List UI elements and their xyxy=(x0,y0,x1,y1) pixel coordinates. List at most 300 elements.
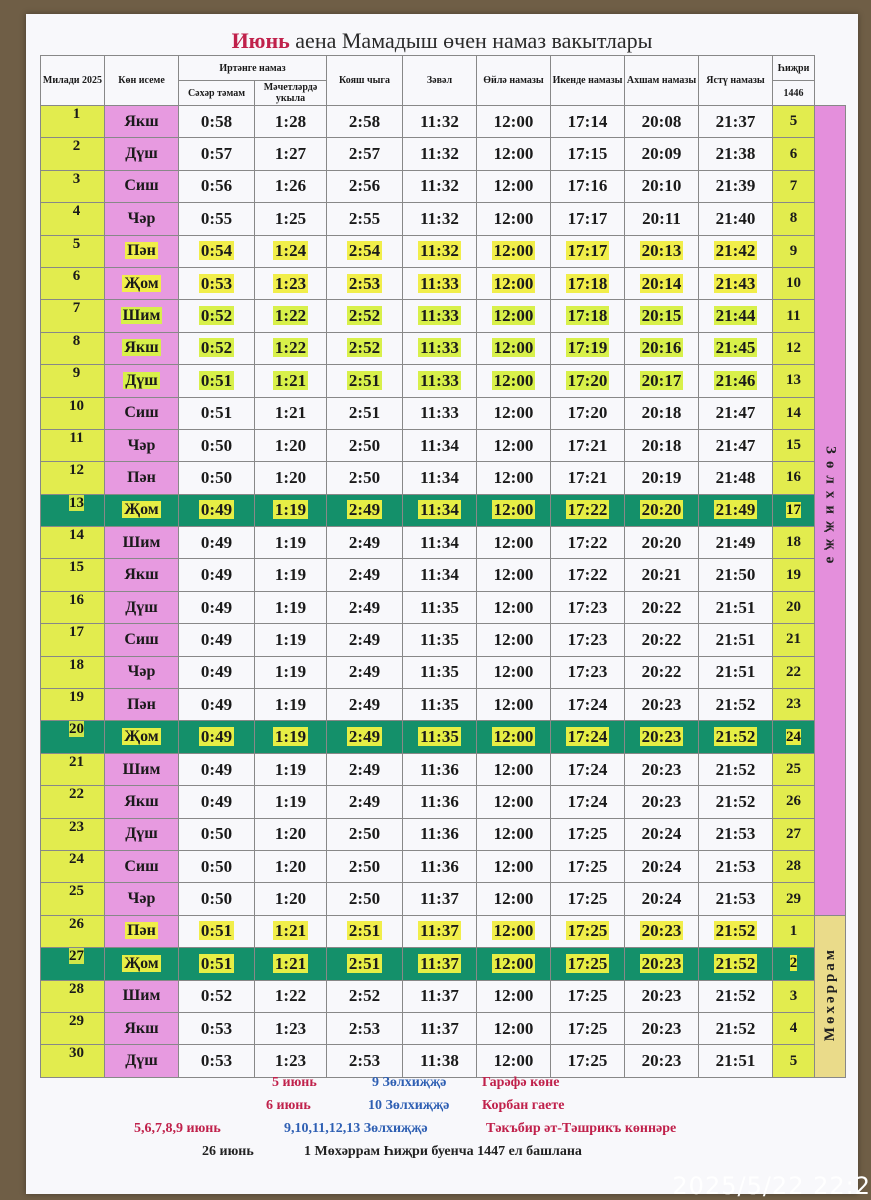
isha-time-cell xyxy=(699,656,773,688)
asr-time-cell xyxy=(551,397,625,429)
dhuhr-time-cell xyxy=(477,721,551,753)
sunrise-time-cell xyxy=(327,721,403,753)
maghrib-time: 20:18 xyxy=(641,403,682,423)
weekday-name: Якш xyxy=(124,339,159,357)
zawal-time: 11:33 xyxy=(420,306,459,326)
maghrib-time: 20:16 xyxy=(641,338,682,358)
hijri-day: 12 xyxy=(786,339,801,356)
gregorian-day: 8 xyxy=(72,332,81,349)
isha-time-cell xyxy=(699,1045,773,1077)
table-row xyxy=(41,689,846,721)
isha-time: 21:47 xyxy=(715,403,756,423)
hijri-day: 19 xyxy=(786,566,801,583)
mosque-time-cell xyxy=(255,980,327,1012)
gregorian-day: 19 xyxy=(69,689,84,706)
mosque-time: 1:19 xyxy=(274,597,307,617)
sunrise-time-cell xyxy=(327,170,403,202)
suhoor-time-cell xyxy=(179,332,255,364)
isha-time-cell xyxy=(699,559,773,591)
isha-time: 21:43 xyxy=(715,273,756,293)
weekday-cell xyxy=(105,948,179,980)
hijri-day-cell xyxy=(773,980,815,1012)
mosque-time: 1:19 xyxy=(274,694,307,714)
zawal-time: 11:34 xyxy=(420,500,459,520)
header-hijri: Һиҗри xyxy=(773,56,815,81)
hijri-day: 29 xyxy=(786,890,801,907)
header-spacer xyxy=(815,56,846,106)
sunrise-time-cell xyxy=(327,559,403,591)
header-asr: Икенде намазы xyxy=(551,56,625,106)
note3-date: 5,6,7,8,9 июнь xyxy=(134,1121,221,1136)
zawal-time-cell xyxy=(403,948,477,980)
gregorian-day: 21 xyxy=(69,753,84,770)
hijri-day: 23 xyxy=(786,696,801,713)
zawal-time-cell xyxy=(403,397,477,429)
mosque-time: 1:22 xyxy=(274,306,307,326)
table-row xyxy=(41,656,846,688)
asr-time: 17:20 xyxy=(567,370,608,390)
zawal-time: 11:33 xyxy=(420,273,459,293)
dhuhr-time: 12:00 xyxy=(493,467,534,487)
gregorian-day: 24 xyxy=(69,850,84,867)
asr-time: 17:19 xyxy=(567,338,608,358)
sunrise-time-cell xyxy=(327,915,403,947)
gregorian-day: 7 xyxy=(72,300,81,317)
mosque-time: 1:19 xyxy=(274,791,307,811)
weekday-cell xyxy=(105,883,179,915)
asr-time: 17:23 xyxy=(567,629,608,649)
sunrise-time: 2:49 xyxy=(348,791,381,811)
weekday-name: Җом xyxy=(124,728,159,746)
sunrise-time-cell xyxy=(327,267,403,299)
hijri-month-muharram-label: Мөхәррам xyxy=(821,946,838,1041)
maghrib-time: 20:23 xyxy=(641,791,682,811)
asr-time-cell xyxy=(551,818,625,850)
gregorian-day-cell xyxy=(41,624,105,656)
dhuhr-time: 12:00 xyxy=(493,986,534,1006)
suhoor-time-cell xyxy=(179,559,255,591)
asr-time: 17:17 xyxy=(567,241,608,261)
sunrise-time: 2:52 xyxy=(348,338,381,358)
gregorian-day: 23 xyxy=(69,818,84,835)
hijri-day-cell xyxy=(773,753,815,785)
sunrise-time-cell xyxy=(327,689,403,721)
asr-time: 17:14 xyxy=(567,111,608,131)
suhoor-time: 0:49 xyxy=(200,727,233,747)
gregorian-day-cell xyxy=(41,721,105,753)
mosque-time: 1:19 xyxy=(274,500,307,520)
mosque-time: 1:21 xyxy=(274,921,307,941)
hijri-day-cell xyxy=(773,300,815,332)
hijri-day: 9 xyxy=(789,242,798,259)
suhoor-time-cell xyxy=(179,591,255,623)
asr-time: 17:20 xyxy=(567,403,608,423)
table-row xyxy=(41,494,846,526)
table-row xyxy=(41,300,846,332)
isha-time: 21:40 xyxy=(715,208,756,228)
isha-time: 21:53 xyxy=(715,824,756,844)
note3-event: Тәкъбир әт-Тәшрикъ көннәре xyxy=(486,1121,677,1136)
weekday-name: Җом xyxy=(124,954,159,972)
asr-time-cell xyxy=(551,689,625,721)
isha-time: 21:52 xyxy=(715,1018,756,1038)
zawal-time-cell xyxy=(403,915,477,947)
mosque-time: 1:19 xyxy=(274,727,307,747)
gregorian-day: 18 xyxy=(69,656,84,673)
gregorian-day-cell xyxy=(41,948,105,980)
mosque-time: 1:25 xyxy=(274,208,307,228)
maghrib-time: 20:20 xyxy=(641,500,682,520)
table-row xyxy=(41,235,846,267)
asr-time-cell xyxy=(551,948,625,980)
weekday-cell xyxy=(105,462,179,494)
asr-time-cell xyxy=(551,753,625,785)
asr-time: 17:25 xyxy=(567,889,608,909)
gregorian-day: 27 xyxy=(69,948,84,965)
dhuhr-time-cell xyxy=(477,494,551,526)
hijri-day: 2 xyxy=(789,955,798,972)
maghrib-time: 20:23 xyxy=(641,1018,682,1038)
suhoor-time: 0:53 xyxy=(200,273,233,293)
hijri-day: 18 xyxy=(786,534,801,551)
weekday-name: Сиш xyxy=(124,857,159,875)
header-hijri-year: 1446 xyxy=(773,81,815,106)
suhoor-time: 0:49 xyxy=(200,759,233,779)
gregorian-day: 11 xyxy=(69,429,84,446)
mosque-time-cell xyxy=(255,721,327,753)
suhoor-time-cell xyxy=(179,850,255,882)
asr-time-cell xyxy=(551,591,625,623)
header-morning-group: Иртәнге намаз xyxy=(179,56,327,81)
asr-time-cell xyxy=(551,980,625,1012)
zawal-time: 11:37 xyxy=(420,921,459,941)
isha-time: 21:46 xyxy=(715,370,756,390)
mosque-time-cell xyxy=(255,267,327,299)
dhuhr-time: 12:00 xyxy=(493,306,534,326)
weekday-cell xyxy=(105,689,179,721)
table-row xyxy=(41,980,846,1012)
header-zawal: Зәвәл xyxy=(403,56,477,106)
weekday-name: Чәр xyxy=(127,436,156,454)
sunrise-time-cell xyxy=(327,365,403,397)
mosque-time-cell xyxy=(255,300,327,332)
mosque-time: 1:22 xyxy=(274,986,307,1006)
mosque-time: 1:19 xyxy=(274,629,307,649)
gregorian-day-cell xyxy=(41,1045,105,1077)
table-row xyxy=(41,106,846,138)
mosque-time: 1:19 xyxy=(274,565,307,585)
maghrib-time-cell xyxy=(625,267,699,299)
zawal-time-cell xyxy=(403,332,477,364)
maghrib-time: 20:24 xyxy=(641,889,682,909)
header-weekday: Көн исеме xyxy=(105,56,179,106)
suhoor-time-cell xyxy=(179,170,255,202)
isha-time: 21:51 xyxy=(715,1051,756,1071)
isha-time: 21:45 xyxy=(715,338,756,358)
sunrise-time: 2:51 xyxy=(348,370,381,390)
suhoor-time: 0:52 xyxy=(200,338,233,358)
dhuhr-time: 12:00 xyxy=(493,273,534,293)
dhuhr-time-cell xyxy=(477,203,551,235)
zawal-time: 11:35 xyxy=(420,629,459,649)
suhoor-time-cell xyxy=(179,138,255,170)
isha-time: 21:42 xyxy=(715,241,756,261)
dhuhr-time-cell xyxy=(477,429,551,461)
suhoor-time-cell xyxy=(179,267,255,299)
maghrib-time-cell xyxy=(625,689,699,721)
isha-time-cell xyxy=(699,721,773,753)
isha-time: 21:51 xyxy=(715,597,756,617)
zawal-time: 11:32 xyxy=(420,241,459,261)
sunrise-time: 2:51 xyxy=(348,953,381,973)
asr-time: 17:24 xyxy=(567,694,608,714)
dhuhr-time-cell xyxy=(477,689,551,721)
dhuhr-time-cell xyxy=(477,138,551,170)
table-row xyxy=(41,138,846,170)
gregorian-day: 3 xyxy=(72,170,81,187)
zawal-time: 11:38 xyxy=(420,1051,459,1071)
mosque-time: 1:22 xyxy=(274,338,307,358)
gregorian-day: 20 xyxy=(69,721,84,738)
isha-time: 21:37 xyxy=(715,111,756,131)
isha-time-cell xyxy=(699,106,773,138)
maghrib-time: 20:08 xyxy=(641,111,682,131)
dhuhr-time-cell xyxy=(477,235,551,267)
hijri-day: 26 xyxy=(786,793,801,810)
mosque-time-cell xyxy=(255,915,327,947)
zawal-time-cell xyxy=(403,818,477,850)
mosque-time-cell xyxy=(255,494,327,526)
mosque-time: 1:27 xyxy=(274,144,307,164)
zawal-time: 11:36 xyxy=(420,759,459,779)
header-maghrib: Ахшам намазы xyxy=(625,56,699,106)
maghrib-time: 20:23 xyxy=(641,759,682,779)
sunrise-time: 2:49 xyxy=(348,532,381,552)
asr-time-cell xyxy=(551,494,625,526)
gregorian-day-cell xyxy=(41,689,105,721)
table-row xyxy=(41,170,846,202)
hijri-day-cell xyxy=(773,721,815,753)
prayer-times-table xyxy=(40,55,846,1078)
suhoor-time: 0:49 xyxy=(200,791,233,811)
dhuhr-time-cell xyxy=(477,818,551,850)
gregorian-day-cell xyxy=(41,753,105,785)
gregorian-day-cell xyxy=(41,106,105,138)
table-row xyxy=(41,753,846,785)
zawal-time-cell xyxy=(403,1012,477,1044)
dhuhr-time: 12:00 xyxy=(493,953,534,973)
hijri-day-cell xyxy=(773,624,815,656)
note2-event: Корбан гаете xyxy=(482,1098,565,1113)
suhoor-time: 0:51 xyxy=(200,403,233,423)
table-row xyxy=(41,883,846,915)
zawal-time-cell xyxy=(403,850,477,882)
dhuhr-time: 12:00 xyxy=(493,144,534,164)
sunrise-time: 2:50 xyxy=(348,435,381,455)
dhuhr-time-cell xyxy=(477,624,551,656)
isha-time: 21:52 xyxy=(715,759,756,779)
hijri-day: 24 xyxy=(786,728,801,745)
dhuhr-time-cell xyxy=(477,850,551,882)
zawal-time: 11:37 xyxy=(420,889,459,909)
maghrib-time: 20:24 xyxy=(641,824,682,844)
hijri-day: 27 xyxy=(786,825,801,842)
zawal-time: 11:37 xyxy=(420,953,459,973)
sunrise-time-cell xyxy=(327,948,403,980)
hijri-day: 13 xyxy=(786,372,801,389)
mosque-time-cell xyxy=(255,106,327,138)
isha-time-cell xyxy=(699,980,773,1012)
zawal-time-cell xyxy=(403,494,477,526)
zawal-time-cell xyxy=(403,624,477,656)
maghrib-time-cell xyxy=(625,138,699,170)
zawal-time-cell xyxy=(403,300,477,332)
maghrib-time: 20:23 xyxy=(641,986,682,1006)
sunrise-time-cell xyxy=(327,818,403,850)
weekday-name: Дүш xyxy=(125,145,158,163)
asr-time-cell xyxy=(551,300,625,332)
zawal-time-cell xyxy=(403,235,477,267)
maghrib-time-cell xyxy=(625,624,699,656)
mosque-time: 1:19 xyxy=(274,759,307,779)
maghrib-time: 20:15 xyxy=(641,306,682,326)
zawal-time-cell xyxy=(403,689,477,721)
gregorian-day-cell xyxy=(41,1012,105,1044)
isha-time-cell xyxy=(699,786,773,818)
note4-text: 1 Мөхәррам Һиҗри буенча 1447 ел башлана xyxy=(304,1144,582,1159)
sunrise-time-cell xyxy=(327,138,403,170)
gregorian-day-cell xyxy=(41,980,105,1012)
gregorian-day: 26 xyxy=(69,915,84,932)
sunrise-time-cell xyxy=(327,429,403,461)
weekday-cell xyxy=(105,397,179,429)
asr-time: 17:18 xyxy=(567,306,608,326)
isha-time-cell xyxy=(699,429,773,461)
dhuhr-time: 12:00 xyxy=(493,889,534,909)
gregorian-day-cell xyxy=(41,429,105,461)
maghrib-time: 20:22 xyxy=(641,662,682,682)
suhoor-time: 0:49 xyxy=(200,694,233,714)
isha-time: 21:52 xyxy=(715,986,756,1006)
maghrib-time-cell xyxy=(625,753,699,785)
weekday-name: Пән xyxy=(127,468,156,486)
maghrib-time: 20:21 xyxy=(641,565,682,585)
hijri-day-cell xyxy=(773,235,815,267)
asr-time: 17:15 xyxy=(567,144,608,164)
mosque-time: 1:20 xyxy=(274,889,307,909)
mosque-time-cell xyxy=(255,397,327,429)
sunrise-time: 2:49 xyxy=(348,759,381,779)
weekday-cell xyxy=(105,786,179,818)
dhuhr-time: 12:00 xyxy=(493,856,534,876)
isha-time: 21:52 xyxy=(715,694,756,714)
mosque-time-cell xyxy=(255,656,327,688)
dhuhr-time: 12:00 xyxy=(493,824,534,844)
maghrib-time: 20:23 xyxy=(641,1051,682,1071)
zawal-time-cell xyxy=(403,1045,477,1077)
dhuhr-time: 12:00 xyxy=(493,759,534,779)
asr-time-cell xyxy=(551,462,625,494)
isha-time: 21:52 xyxy=(715,953,756,973)
isha-time-cell xyxy=(699,267,773,299)
hijri-day-cell xyxy=(773,203,815,235)
suhoor-time-cell xyxy=(179,915,255,947)
suhoor-time: 0:50 xyxy=(200,435,233,455)
hijri-day: 5 xyxy=(789,1052,798,1069)
maghrib-time: 20:18 xyxy=(641,435,682,455)
isha-time-cell xyxy=(699,818,773,850)
dhuhr-time-cell xyxy=(477,980,551,1012)
suhoor-time-cell xyxy=(179,689,255,721)
suhoor-time: 0:52 xyxy=(200,306,233,326)
table-row xyxy=(41,267,846,299)
hijri-day: 22 xyxy=(786,663,801,680)
dhuhr-time-cell xyxy=(477,300,551,332)
mosque-time-cell xyxy=(255,170,327,202)
suhoor-time: 0:54 xyxy=(200,241,233,261)
zawal-time-cell xyxy=(403,462,477,494)
hijri-month-zulhijja xyxy=(815,106,846,916)
isha-time-cell xyxy=(699,462,773,494)
isha-time-cell xyxy=(699,235,773,267)
hijri-day-cell xyxy=(773,1045,815,1077)
asr-time: 17:24 xyxy=(567,727,608,747)
gregorian-day-cell xyxy=(41,462,105,494)
isha-time-cell xyxy=(699,915,773,947)
gregorian-day-cell xyxy=(41,786,105,818)
suhoor-time: 0:52 xyxy=(200,986,233,1006)
dhuhr-time-cell xyxy=(477,1012,551,1044)
maghrib-time: 20:17 xyxy=(641,370,682,390)
suhoor-time: 0:55 xyxy=(200,208,233,228)
maghrib-time-cell xyxy=(625,397,699,429)
dhuhr-time-cell xyxy=(477,591,551,623)
dhuhr-time: 12:00 xyxy=(493,111,534,131)
hijri-month-zulhijja-label: Зөлхиҗҗә xyxy=(822,445,839,571)
table-row xyxy=(41,1045,846,1077)
weekday-name: Пән xyxy=(127,922,156,940)
weekday-name: Дүш xyxy=(125,371,158,389)
asr-time-cell xyxy=(551,721,625,753)
asr-time: 17:24 xyxy=(567,791,608,811)
note1-date: 5 июнь xyxy=(272,1075,317,1090)
suhoor-time: 0:50 xyxy=(200,856,233,876)
sunrise-time-cell xyxy=(327,332,403,364)
header-suhoor: Сәхәр тәмам xyxy=(179,81,255,106)
dhuhr-time: 12:00 xyxy=(493,208,534,228)
weekday-cell xyxy=(105,721,179,753)
dhuhr-time-cell xyxy=(477,948,551,980)
isha-time: 21:48 xyxy=(715,467,756,487)
note2-date: 6 июнь xyxy=(266,1098,311,1113)
isha-time: 21:47 xyxy=(715,435,756,455)
maghrib-time-cell xyxy=(625,883,699,915)
zawal-time-cell xyxy=(403,721,477,753)
zawal-time-cell xyxy=(403,106,477,138)
table-row xyxy=(41,203,846,235)
gregorian-day-cell xyxy=(41,300,105,332)
dhuhr-time: 12:00 xyxy=(493,1018,534,1038)
asr-time-cell xyxy=(551,624,625,656)
suhoor-time: 0:50 xyxy=(200,889,233,909)
zawal-time: 11:36 xyxy=(420,791,459,811)
weekday-name: Сиш xyxy=(124,630,159,648)
table-row xyxy=(41,915,846,947)
mosque-time-cell xyxy=(255,786,327,818)
asr-time-cell xyxy=(551,203,625,235)
zawal-time-cell xyxy=(403,203,477,235)
hijri-day-cell xyxy=(773,429,815,461)
